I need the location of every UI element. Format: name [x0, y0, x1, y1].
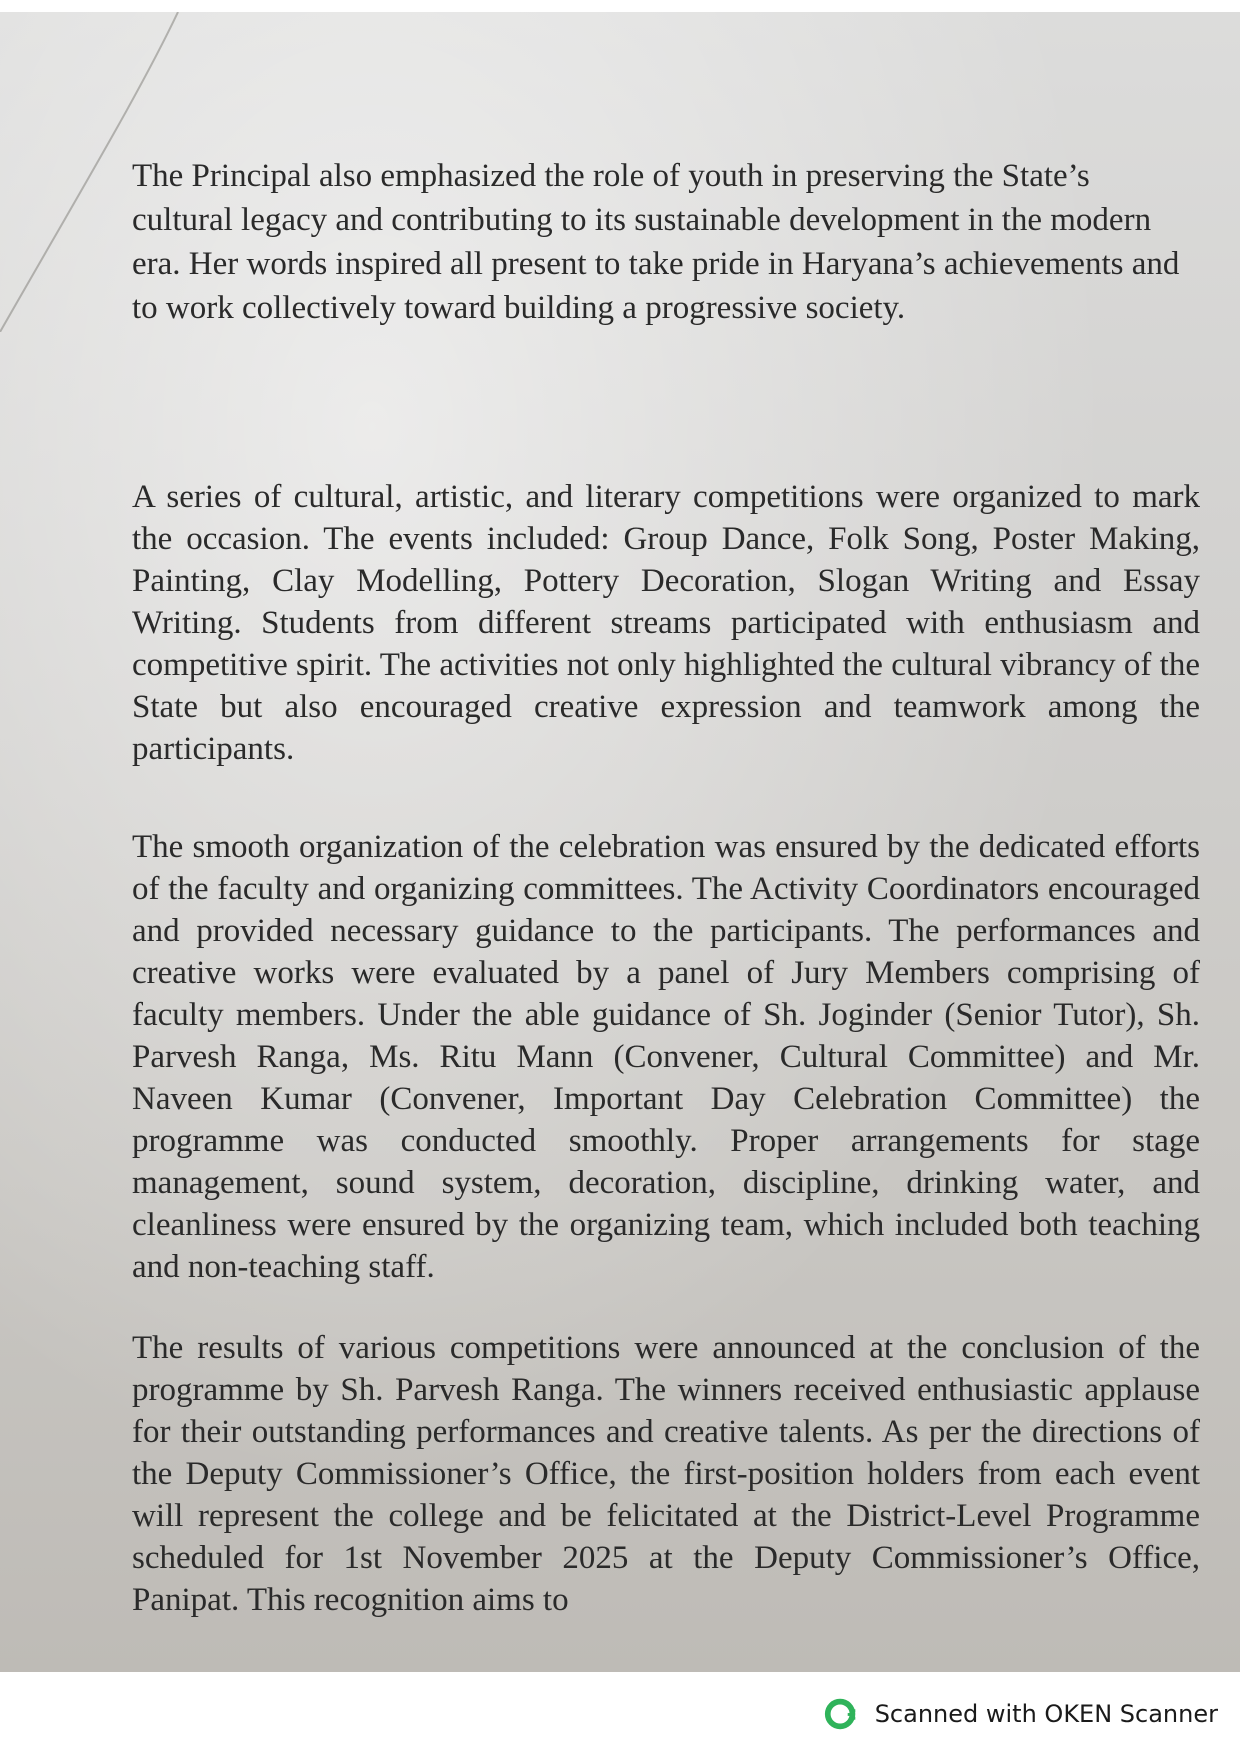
paragraph-principal-remarks: The Principal also emphasized the role of youth in preserving the State’s cultural legacy and contributing to its sustainable development in the modern era. Her words inspired all present to take pride in Haryana’s achievements and to work collectively toward building a progressive society.: [132, 158, 1180, 326]
oken-scanner-logo-icon: [823, 1695, 861, 1733]
paragraph-competitions: A series of cultural, artistic, and literary competitions were organized to mark the occasion. The events included: Group Dance, Folk Song, Poster Making, Painting, Clay Modelling, Pottery Decoration, Slogan Writing and Essay Writing. Students from different streams participated with enthusiasm and competitive spirit. The activities not only highlighted the cultural vibrancy of the State but also encouraged creative expression and teamwork among the participants.: [132, 479, 1200, 767]
paragraph-organization: The smooth organization of the celebration was ensured by the dedicated efforts of the faculty and organizing committees. The Activity Coordinators encouraged and provided necessary guidance to the participants. The performances and creative works were evaluated by a panel of Jury Members comprising of faculty members. Under the able guidance of Sh. Joginder (Senior Tutor), Sh. Parvesh Ranga, Ms. Ritu Mann (Convener, Cultural Committee) and Mr. Naveen Kumar (Convener, Important Day Celebration Committee) the programme was conducted smoothly. Proper arrangements for stage management, sound system, decoration, discipline, drinking water, and cleanliness were ensured by the organizing team, which included both teaching and non-teaching staff.: [132, 829, 1200, 1285]
scanner-watermark: [823, 1690, 1218, 1738]
scanned-page: [0, 12, 1240, 1672]
paragraph-results: The results of various competitions were announced at the conclusion of the programme by Sh. Parvesh Ranga. The winners received enthusiastic applause for their outstanding performances and creative talents. As per the directions of the Deputy Commissioner’s Office, the first-position holders from each event will represent the college and be felicitated at the District-Level Programme scheduled for 1st November 2025 at the Deputy Commissioner’s Office, Panipat. This recognition aims to: [132, 1330, 1200, 1618]
scanner-label: Scanned with OKEN Scanner: [874, 1700, 1218, 1728]
